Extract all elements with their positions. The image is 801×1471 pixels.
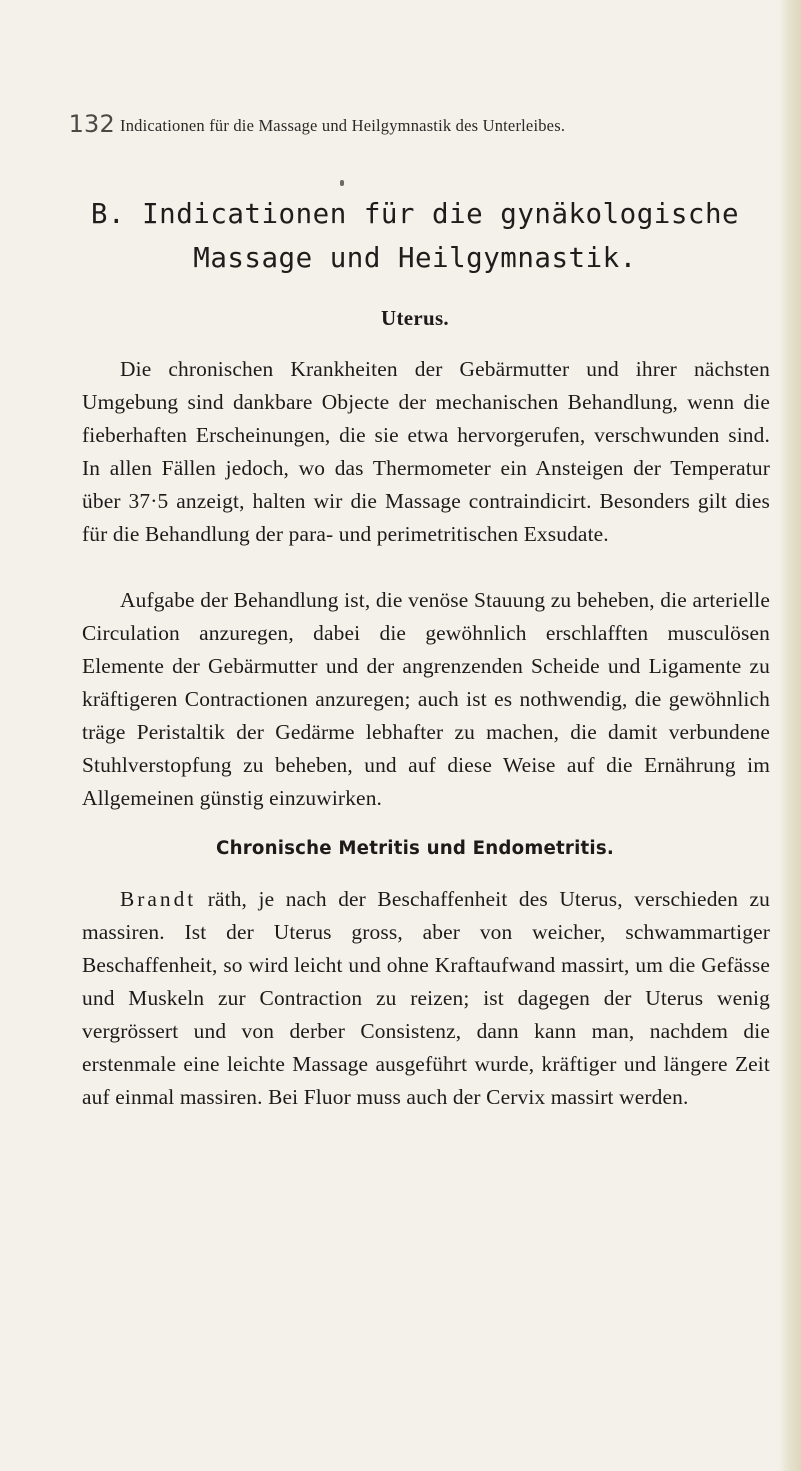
ink-speck	[340, 180, 344, 186]
section-title-line-2: Massage und Heilgymnastik.	[193, 242, 637, 274]
uterus-paragraph-2: Aufgabe der Behandlung ist, die venöse Stauung zu beheben, die arterielle Circulation anzuregen, dabei die gewöhnlich erschlafften musculösen Elemente der Gebärmutter und der angrenzenden Scheide und Ligamente zu kräftigeren Contractionen anzuregen; auch ist es nothwendig, die gewöhnlich träge Peristaltik der Gedärme lebhafter zu machen, die damit verbundene Stuhlverstopfung zu beheben, und auf diese Weise auf die Ernährung im Allgemeinen günstig einzuwirken.	[82, 588, 770, 810]
page-edge-shadow	[779, 0, 801, 1471]
running-header	[68, 110, 760, 138]
running-title: Indicationen für die Massage und Heilgymnastik des Unterleibes.	[120, 116, 566, 135]
uterus-heading: Uterus.	[380, 306, 449, 330]
page-number: 132	[68, 110, 115, 138]
section-title-line-1: B. Indicationen für die gynäkologische	[90, 198, 740, 230]
metritis-heading: Chronische Metritis und Endometritis.	[216, 838, 614, 859]
author-name: Brandt	[120, 887, 197, 911]
metritis-paragraph-text: räth, je nach der Beschaffenheit des Uterus, verschieden zu massiren. Ist der Uterus gross, aber von weicher, schwammartiger Beschaffenheit, so wird leicht und ohne Kraftaufwand massirt, um die Gefässe und Muskeln zur Contraction zu reizen; ist dagegen der Uterus wenig vergrössert und von derber Consistenz, dann kann man, nachdem die erstenmale eine leichte Massage ausgeführt wurde, kräftiger und längere Zeit auf einmal massiren. Bei Fluor muss auch der Cervix massirt werden.	[82, 887, 770, 1109]
metritis-paragraph	[82, 883, 770, 1114]
uterus-paragraph-1: Die chronischen Krankheiten der Gebärmutter und ihrer nächsten Umgebung sind dankbare Objecte der mechanischen Behandlung, wenn die fieberhaften Erscheinungen, die sie etwa hervorgerufen, verschwunden sind. In allen Fällen jedoch, wo das Thermometer ein Ansteigen der Temperatur über 37·5 anzeigt, halten wir die Massage contraindicirt. Besonders gilt dies für die Behandlung der para- und perimetritischen Exsudate.	[82, 357, 770, 546]
section-title	[70, 192, 760, 280]
